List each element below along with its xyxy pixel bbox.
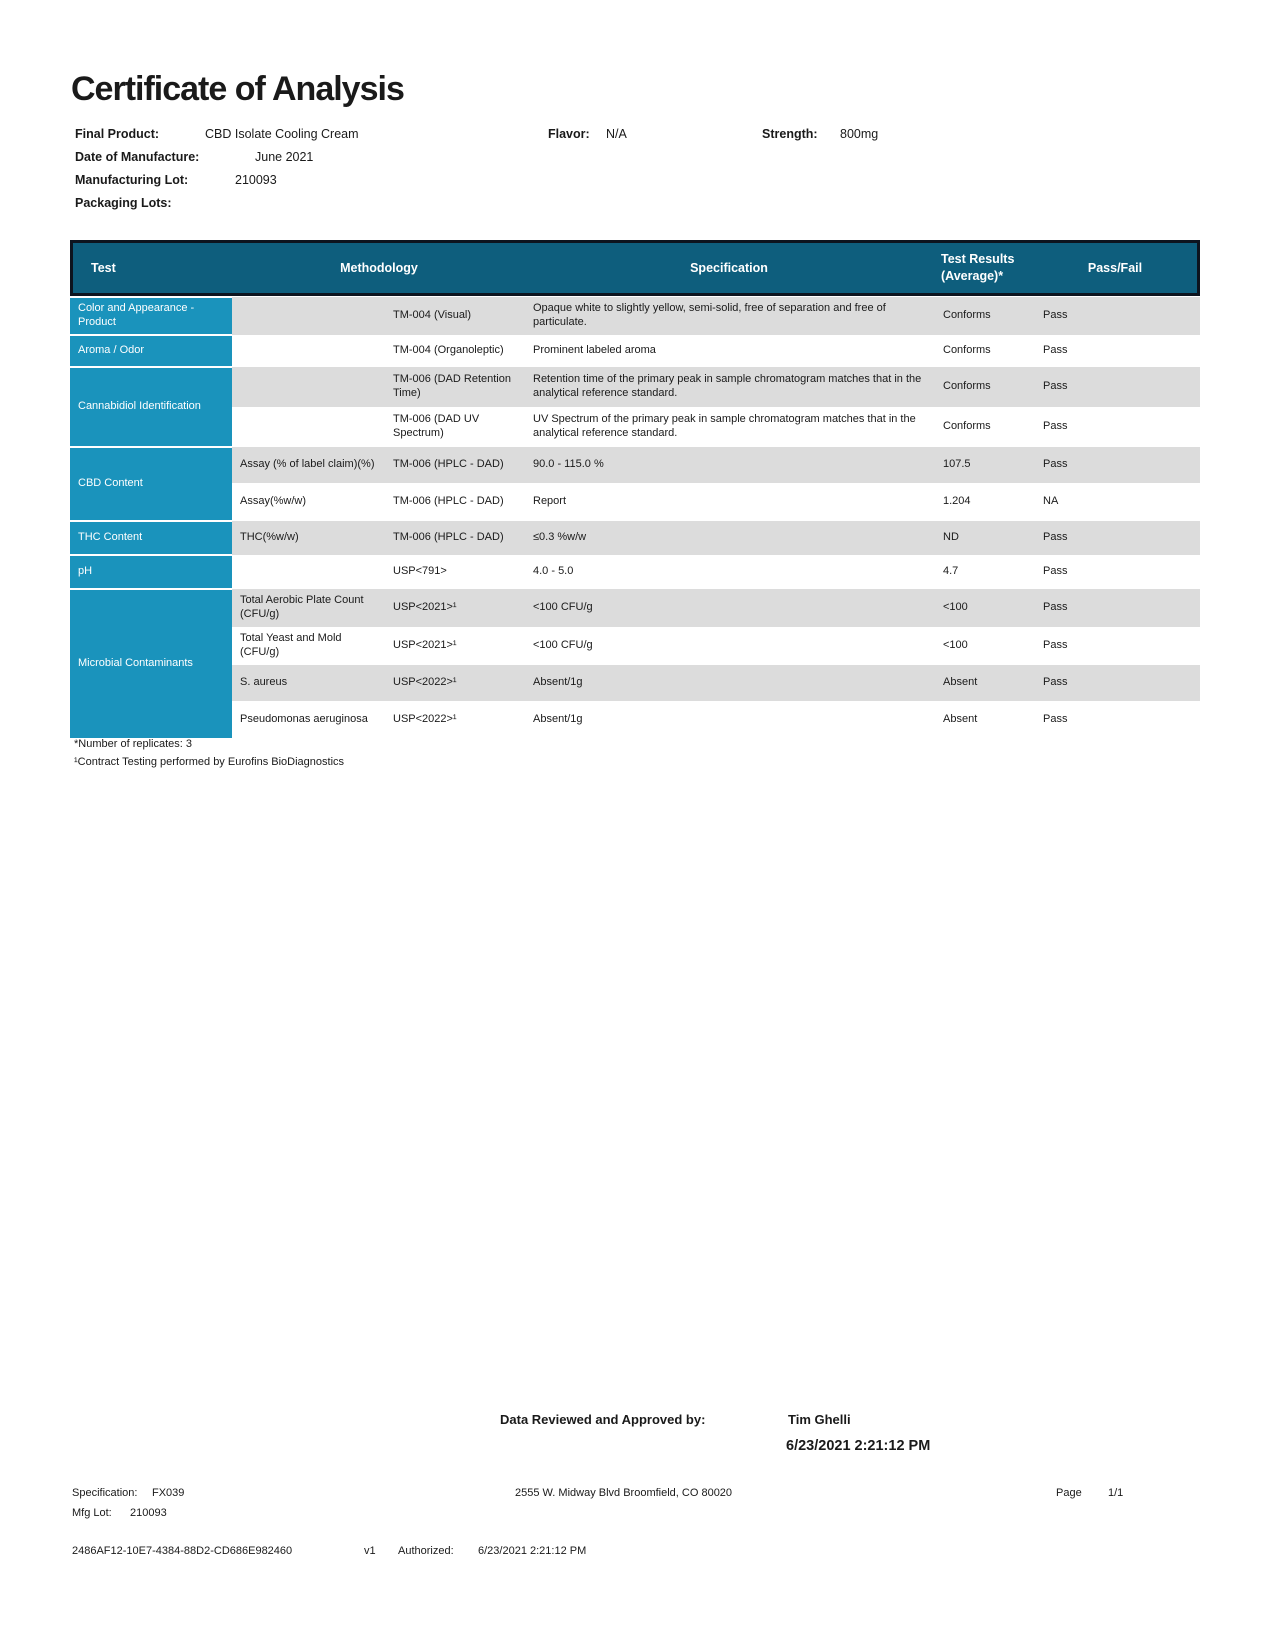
results-table-body — [70, 297, 1200, 739]
method-cell: USP<2021>¹ — [393, 639, 457, 652]
test-group-cell: Color and Appearance - Product — [70, 297, 232, 335]
footer-address: 2555 W. Midway Blvd Broomfield, CO 80020 — [515, 1487, 733, 1499]
method-cell: TM-006 (HPLC - DAD) — [393, 495, 504, 508]
method-cell: TM-006 (DAD Retention Time) — [385, 367, 525, 407]
spec-cell: Prominent labeled aroma — [533, 344, 656, 357]
pass-cell: Pass — [1043, 565, 1068, 578]
header-test: Test — [91, 261, 116, 275]
result-cell: ND — [935, 521, 1035, 555]
param-cell — [232, 407, 385, 447]
header-test-results: Test Results (Average)* — [941, 252, 1015, 283]
header-specification: Specification — [690, 261, 768, 275]
test-group-cell: Microbial Contaminants — [70, 589, 232, 739]
table-row — [70, 521, 1200, 555]
method-cell: TM-006 (HPLC - DAD) — [385, 447, 525, 483]
result-cell: 107.5 — [935, 447, 1035, 483]
result-cell: Absent — [943, 713, 978, 726]
pass-cell: Pass — [1035, 665, 1200, 701]
flavor-label: Flavor: — [548, 127, 590, 141]
results-table-grid — [70, 296, 1200, 740]
page-title: Certificate of Analysis — [71, 70, 404, 108]
footnote-contract-testing: ¹Contract Testing performed by Eurofins BioDiagnostics — [74, 756, 345, 768]
result-cell: 1.204 — [943, 495, 971, 508]
param-cell: Pseudomonas aeruginosa — [240, 713, 368, 726]
param-cell: S. aureus — [232, 665, 385, 701]
table-row — [70, 407, 1200, 447]
footer-mfg-lot-value: 210093 — [130, 1507, 167, 1519]
param-cell: Total Aerobic Plate Count (CFU/g) — [232, 589, 385, 627]
test-group-cell: Cannabidiol Identification — [70, 367, 232, 447]
footer-page-number: 1/1 — [1108, 1487, 1124, 1499]
footer-authorized-label: Authorized: — [398, 1545, 454, 1557]
spec-cell: ≤0.3 %w/w — [525, 521, 935, 555]
result-cell: 4.7 — [943, 565, 959, 578]
footer-authorized-datetime: 6/23/2021 2:21:12 PM — [478, 1545, 587, 1557]
test-group-cell: CBD Content — [70, 447, 232, 521]
spec-cell: Opaque white to slightly yellow, semi-solid, free of separation and free of particulate. — [525, 297, 935, 335]
footer-document-id: 2486AF12-10E7-4384-88D2-CD686E982460 — [72, 1545, 293, 1557]
spec-cell: <100 CFU/g — [533, 639, 593, 652]
footer-page-label: Page — [1056, 1487, 1082, 1499]
param-cell: Total Yeast and Mold (CFU/g) — [240, 632, 342, 658]
approval-datetime: 6/23/2021 2:21:12 PM — [786, 1438, 931, 1454]
footer-specification-value: FX039 — [152, 1487, 185, 1499]
param-cell — [232, 335, 385, 367]
header-methodology: Methodology — [340, 261, 418, 275]
strength-label: Strength: — [762, 127, 818, 141]
test-group-cell: Aroma / Odor — [70, 335, 232, 367]
spec-cell: 4.0 - 5.0 — [533, 565, 574, 578]
pass-cell: Pass — [1035, 521, 1200, 555]
manufacturing-lot-label: Manufacturing Lot: — [75, 173, 189, 187]
final-product-value: CBD Isolate Cooling Cream — [205, 127, 359, 141]
table-row — [70, 447, 1200, 483]
table-row — [70, 665, 1200, 701]
spec-cell: <100 CFU/g — [525, 589, 935, 627]
test-group-cell: THC Content — [70, 521, 232, 555]
method-cell: USP<2022>¹ — [385, 665, 525, 701]
header-pass-fail: Pass/Fail — [1087, 261, 1143, 275]
footer-version: v1 — [364, 1545, 376, 1557]
result-cell: Conforms — [943, 344, 991, 357]
pass-cell: Pass — [1035, 447, 1200, 483]
table-row — [70, 555, 1200, 589]
method-cell: USP<2021>¹ — [385, 589, 525, 627]
param-cell — [232, 367, 385, 407]
spec-cell: Report — [533, 495, 567, 508]
result-cell: Conforms — [943, 420, 991, 433]
table-row — [70, 627, 1200, 665]
table-row — [70, 297, 1200, 335]
pass-cell: Pass — [1043, 420, 1068, 433]
param-cell — [232, 297, 385, 335]
result-cell: Conforms — [935, 367, 1035, 407]
pass-cell: Pass — [1035, 589, 1200, 627]
method-cell: TM-006 (HPLC - DAD) — [385, 521, 525, 555]
approver-name: Tim Ghelli — [788, 1412, 851, 1427]
method-cell: TM-004 (Visual) — [385, 297, 525, 335]
pass-cell: Pass — [1043, 344, 1068, 357]
result-cell: <100 — [943, 639, 968, 652]
date-of-manufacture-value: June 2021 — [255, 150, 314, 164]
manufacturing-lot-value: 210093 — [235, 173, 277, 187]
pass-cell: Pass — [1043, 639, 1068, 652]
spec-cell: Retention time of the primary peak in sample chromatogram matches that in the analytical reference standard. — [525, 367, 935, 407]
approval-label: Data Reviewed and Approved by: — [500, 1412, 706, 1427]
spec-cell: Absent/1g — [533, 713, 583, 726]
result-cell: Absent — [935, 665, 1035, 701]
results-table-header — [70, 240, 1200, 296]
flavor-value: N/A — [606, 127, 627, 141]
pass-cell: Pass — [1035, 367, 1200, 407]
param-cell: Assay(%w/w) — [240, 495, 307, 508]
footnote-replicates: *Number of replicates: 3 — [74, 738, 192, 750]
method-cell: TM-004 (Organoleptic) — [393, 344, 504, 357]
date-of-manufacture-label: Date of Manufacture: — [75, 150, 200, 164]
spec-cell: 90.0 - 115.0 % — [525, 447, 935, 483]
spec-cell: UV Spectrum of the primary peak in sample chromatogram matches that in the analytical reference standard. — [533, 413, 916, 439]
method-cell: USP<2022>¹ — [393, 713, 457, 726]
result-cell: Conforms — [935, 297, 1035, 335]
results-table — [70, 240, 1200, 740]
test-group-cell: pH — [70, 555, 232, 589]
pass-cell: NA — [1043, 495, 1059, 508]
table-row — [70, 335, 1200, 367]
param-cell: THC(%w/w) — [232, 521, 385, 555]
param-cell — [232, 555, 385, 589]
footer-mfg-lot-label: Mfg Lot: — [72, 1507, 112, 1519]
table-row — [70, 589, 1200, 627]
result-cell: <100 — [935, 589, 1035, 627]
table-row — [70, 701, 1200, 739]
spec-cell: Absent/1g — [525, 665, 935, 701]
packaging-lots-label: Packaging Lots: — [75, 196, 172, 210]
pass-cell: Pass — [1043, 713, 1068, 726]
footer-specification-label: Specification: — [72, 1487, 138, 1499]
strength-value: 800mg — [840, 127, 879, 141]
method-cell: USP<791> — [393, 565, 447, 578]
method-cell: TM-006 (DAD UV Spectrum) — [393, 413, 480, 439]
final-product-label: Final Product: — [75, 127, 160, 141]
param-cell: Assay (% of label claim)(%) — [232, 447, 385, 483]
pass-cell: Pass — [1035, 297, 1200, 335]
table-row — [70, 367, 1200, 407]
table-row — [70, 483, 1200, 521]
